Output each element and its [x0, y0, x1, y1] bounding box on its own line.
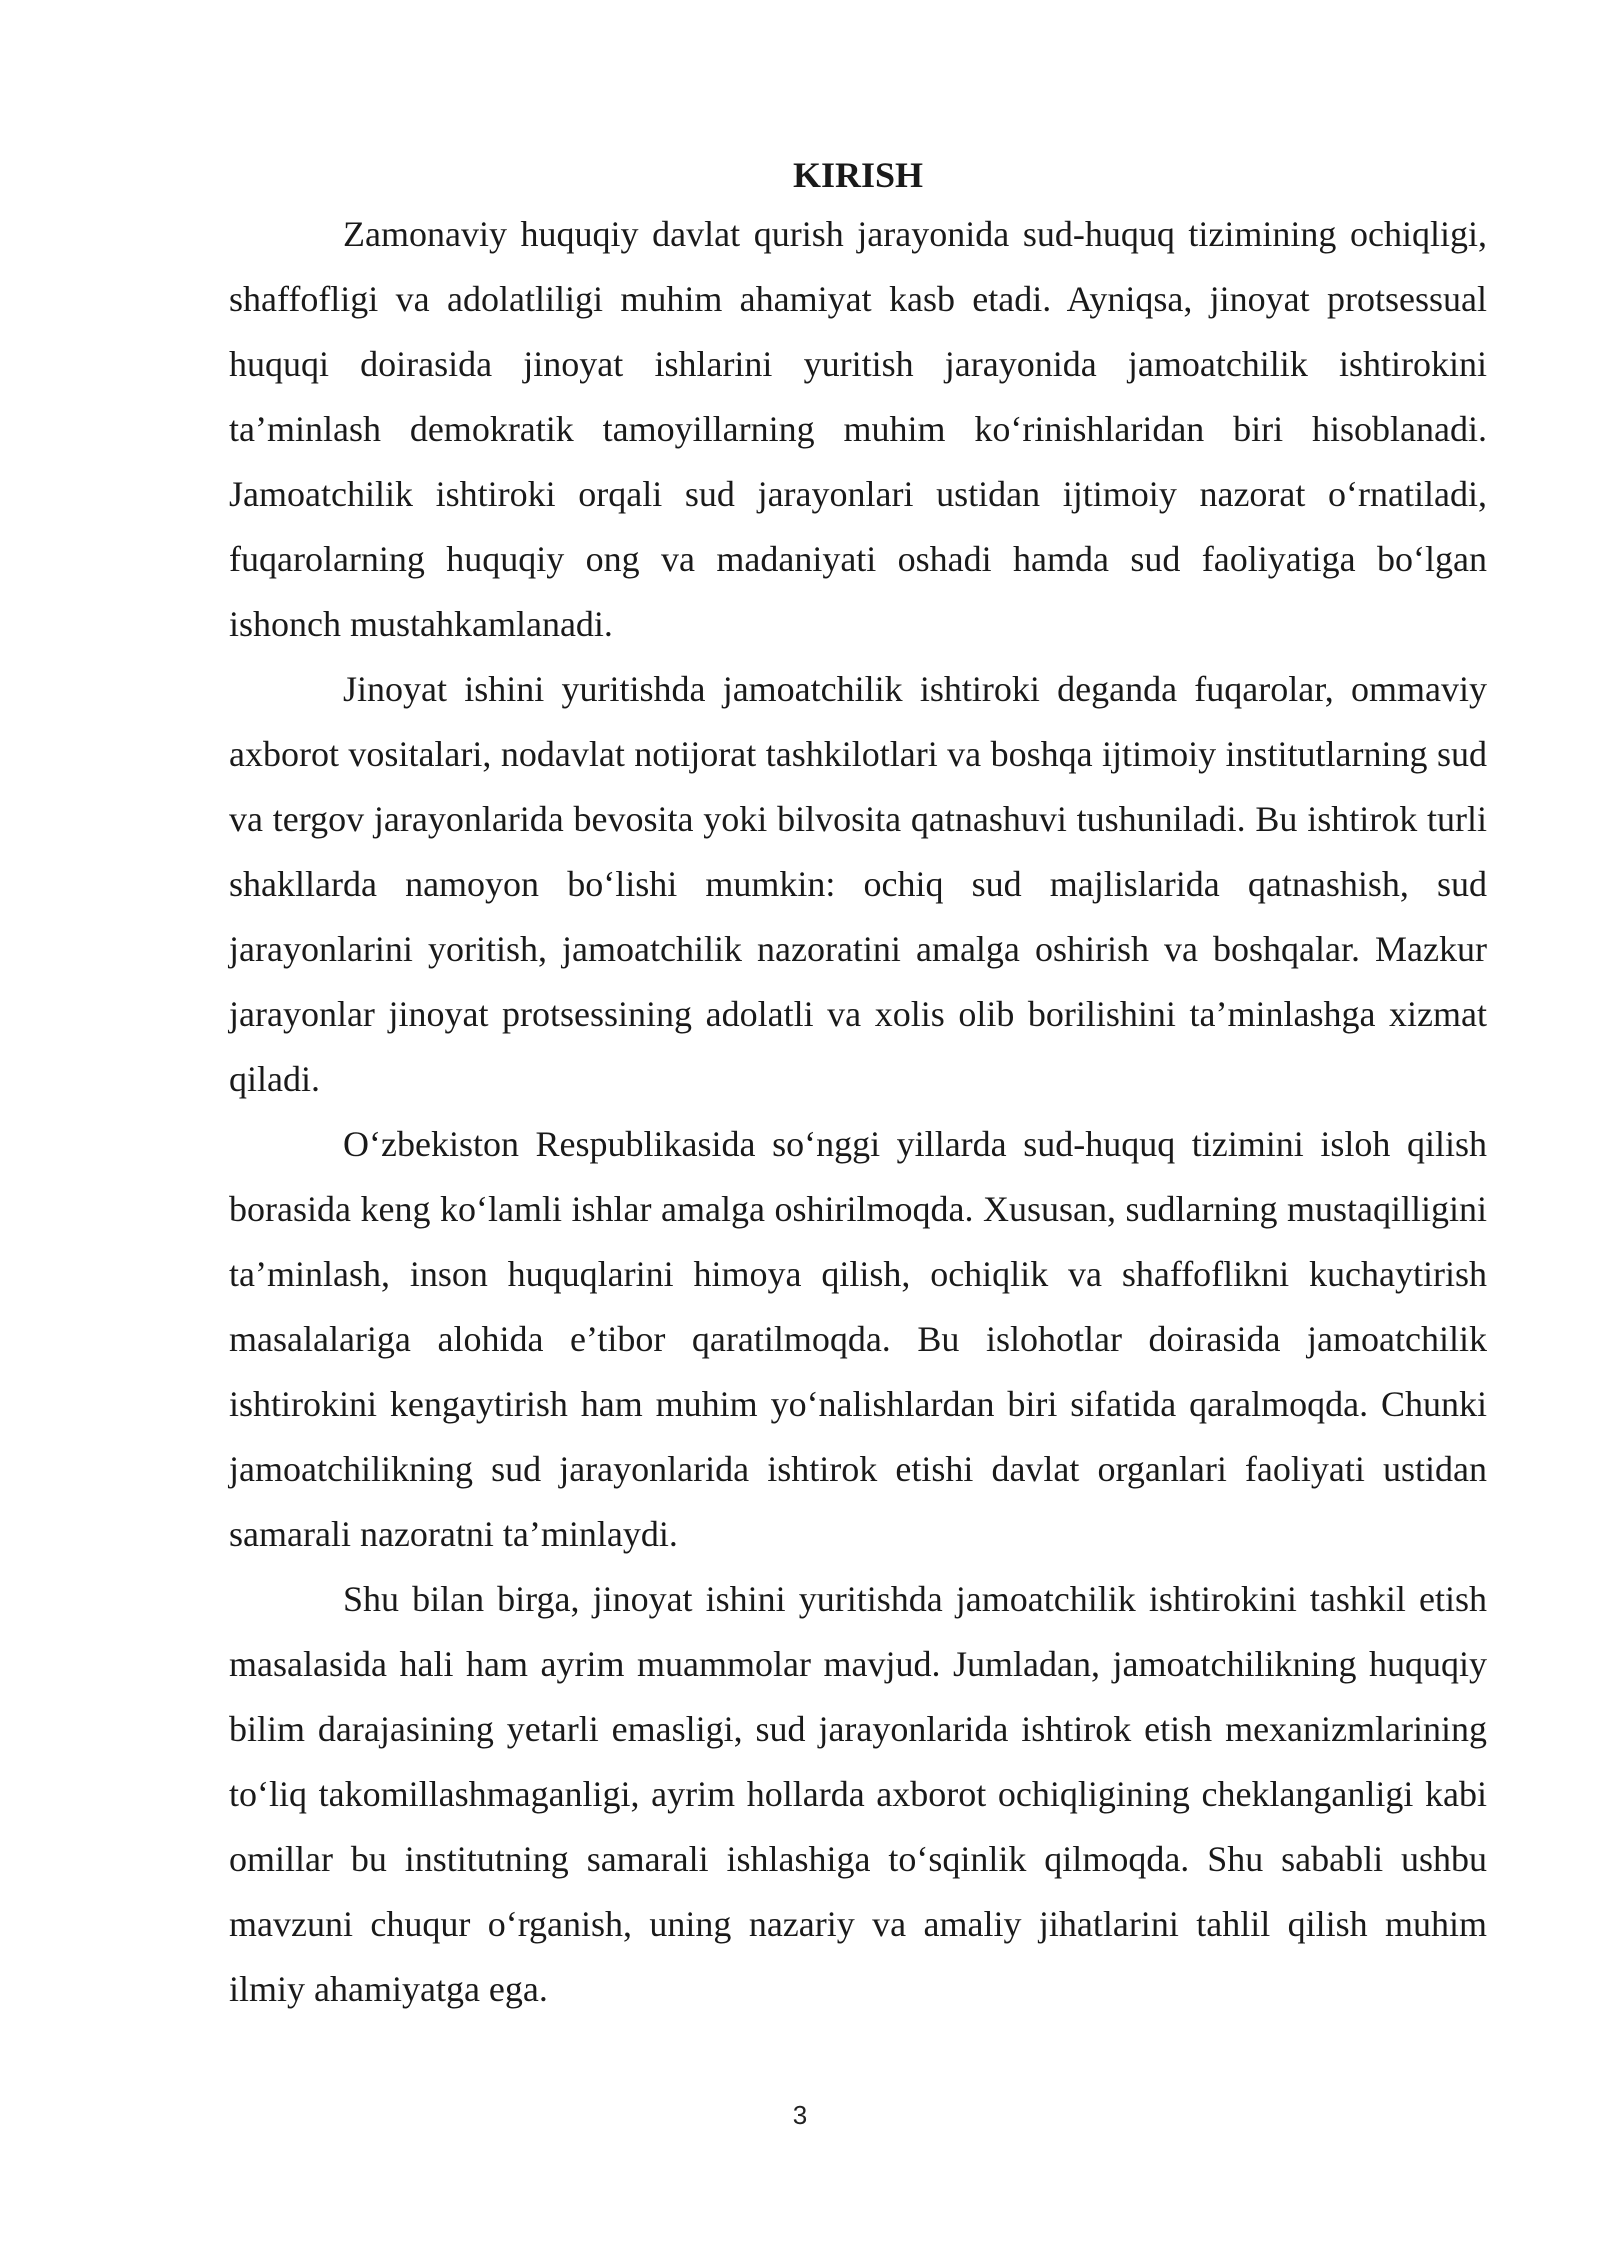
paragraph-1: Zamonaviy huquqiy davlat qurish jarayonida sud-huquq tizimining ochiqligi, shaffofligi va adolatliligi muhim ahamiyat kasb etadi. Ayniqsa, jinoyat protsessual huquqi doirasida jinoyat ishlarini yuritish jarayonida jamoatchilik ishtirokini ta’minlash demokratik tamoyillarning muhim ko‘rinishlaridan biri hisoblanadi. Jamoatchilik ishtiroki orqali sud jarayonlari ustidan ijtimoiy nazorat o‘rnatiladi, fuqarolarning huquqiy ong va madaniyati oshadi hamda sud faoliyatiga bo‘lgan ishonch mustahkamlanadi.	[229, 214, 1487, 644]
page-content	[229, 148, 1487, 2022]
paragraph-4: Shu bilan birga, jinoyat ishini yuritishda jamoatchilik ishtirokini tashkil etish masalasida hali ham ayrim muammolar mavjud. Jumladan, jamoatchilikning huquqiy bilim darajasining yetarli emasligi, sud jarayonlarida ishtirok etish mexanizmlarining to‘liq takomillashmaganligi, ayrim hollarda axborot ochiqligining cheklanganligi kabi omillar bu institutning samarali ishlashiga to‘sqinlik qilmoqda. Shu sababli ushbu mavzuni chuqur o‘rganish, uning nazariy va amaliy jihatlarini tahlil qilish muhim ilmiy ahamiyatga ega.	[229, 1579, 1487, 2009]
paragraph-2: Jinoyat ishini yuritishda jamoatchilik ishtiroki deganda fuqarolar, ommaviy axborot vositalari, nodavlat notijorat tashkilotlari va boshqa ijtimoiy institutlarning sud va tergov jarayonlarida bevosita yoki bilvosita qatnashuvi tushuniladi. Bu ishtirok turli shakllarda namoyon bo‘lishi mumkin: ochiq sud majlislarida qatnashish, sud jarayonlarini yoritish, jamoatchilik nazoratini amalga oshirish va boshqalar. Mazkur jarayonlar jinoyat protsessining adolatli va xolis olib borilishini ta’minlashga xizmat qiladi.	[229, 669, 1487, 1099]
section-heading: KIRISH	[792, 155, 924, 195]
page-number: 3	[792, 2100, 808, 2130]
paragraph-3: O‘zbekiston Respublikasida so‘nggi yillarda sud-huquq tizimini isloh qilish borasida keng ko‘lamli ishlar amalga oshirilmoqda. Xususan, sudlarning mustaqilligini ta’minlash, inson huquqlarini himoya qilish, ochiqlik va shaffoflikni kuchaytirish masalalariga alohida e’tibor qaratilmoqda. Bu islohotlar doirasida jamoatchilik ishtirokini kengaytirish ham muhim yo‘nalishlardan biri sifatida qaralmoqda. Chunki jamoatchilikning sud jarayonlarida ishtirok etishi davlat organlari faoliyati ustidan samarali nazoratni ta’minlaydi.	[229, 1124, 1487, 1554]
